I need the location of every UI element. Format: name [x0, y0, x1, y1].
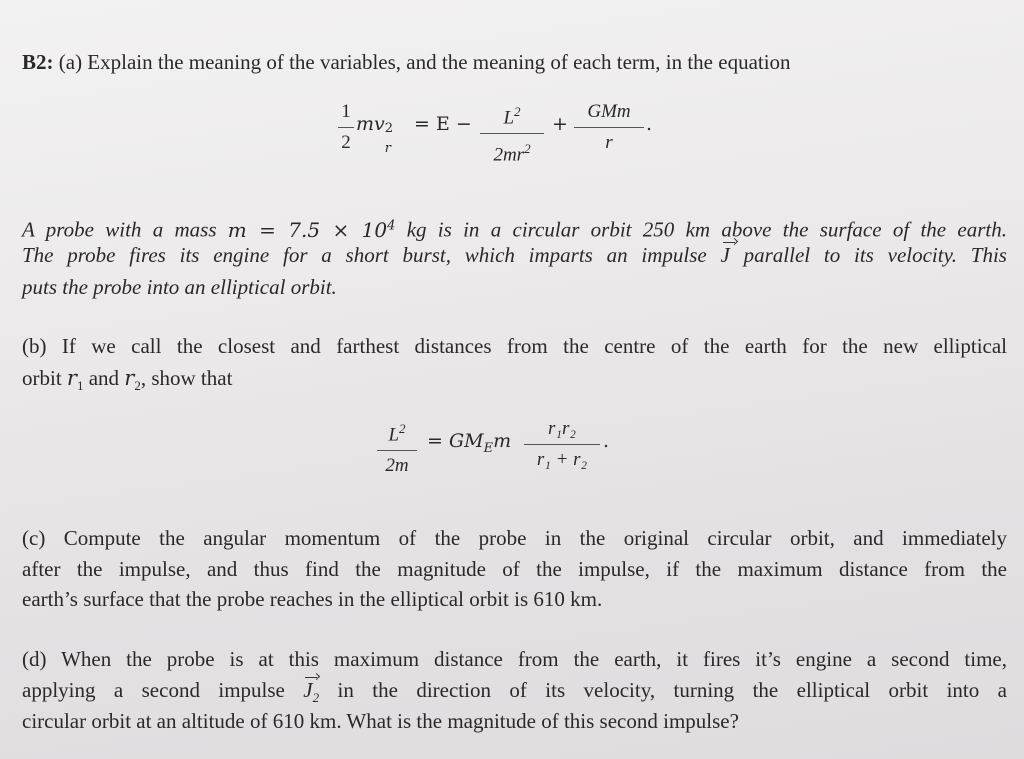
probe-line-3: puts the probe into an elliptical orbit.	[22, 275, 337, 299]
part-c-line-1: (c) Compute the angular momentum of the probe in the original circular orbit, and immediately	[22, 526, 1007, 550]
probe-line-1: A probe with a mass $m = 7.5 \times 10^4$ kg is in a circular orbit 250 km above the surface of the earth.	[22, 217, 1007, 242]
eq2-gm-term: = $GM_Em$	[427, 430, 512, 456]
part-c-line-2: after the impulse, and thus find the magnitude of the impulse, if the maximum distance from the	[22, 557, 1007, 581]
part-d-line-1: (d) When the probe is at this maximum distance from the earth, it fires it’s engine a second time,	[22, 647, 1007, 671]
eq1-angular-fraction: $L^2$ $2mr^2$	[480, 100, 544, 168]
eq1-half-fraction	[338, 100, 354, 155]
eq1-gravity-fraction: GMm r	[574, 100, 644, 155]
part-d-line-3: circular orbit at an altitude of 610 km. What is the magnitude of this second impulse?	[22, 709, 739, 733]
eq1-half-num: 1	[341, 101, 351, 122]
eq1-period: .	[646, 113, 653, 135]
second-impulse-vector-J2: J	[303, 675, 312, 705]
part-c-line-3: earth’s surface that the probe reaches in the elliptical orbit is 610 km.	[22, 587, 603, 611]
eq2-lhs-fraction: $L^2$ 2m	[377, 417, 417, 478]
eq1-equals-E: = E −	[414, 113, 472, 135]
problem-label: B2:	[22, 50, 54, 74]
eq1-kinetic-term: mv 2 r	[356, 113, 394, 156]
part-b-line-1: (b) If we call the closest and farthest distances from the centre of the earth for the new elliptical	[22, 334, 1007, 358]
probe-line-2: The probe fires its engine for a short burst, which imparts an impulse J parallel to its velocity. This	[22, 240, 1007, 270]
eq2-rhs-fraction: r₁r₂ r₁ + r₂	[524, 417, 600, 472]
part-a-text: (a) Explain the meaning of the variables, and the meaning of each term, in the equation	[58, 50, 791, 74]
impulse-vector-J: J	[721, 240, 730, 270]
eq1-plus: +	[552, 113, 568, 135]
eq1-half-den: 2	[341, 132, 351, 153]
part-d-line-2: applying a second impulse $J_2$ in the direction of its velocity, turning the elliptical orbit into a	[22, 675, 1007, 713]
eq2-period: .	[603, 430, 610, 452]
part-b-line-2: orbit $r_1$ and $r_2$, show that	[22, 366, 233, 394]
part-a-line	[22, 47, 1007, 77]
